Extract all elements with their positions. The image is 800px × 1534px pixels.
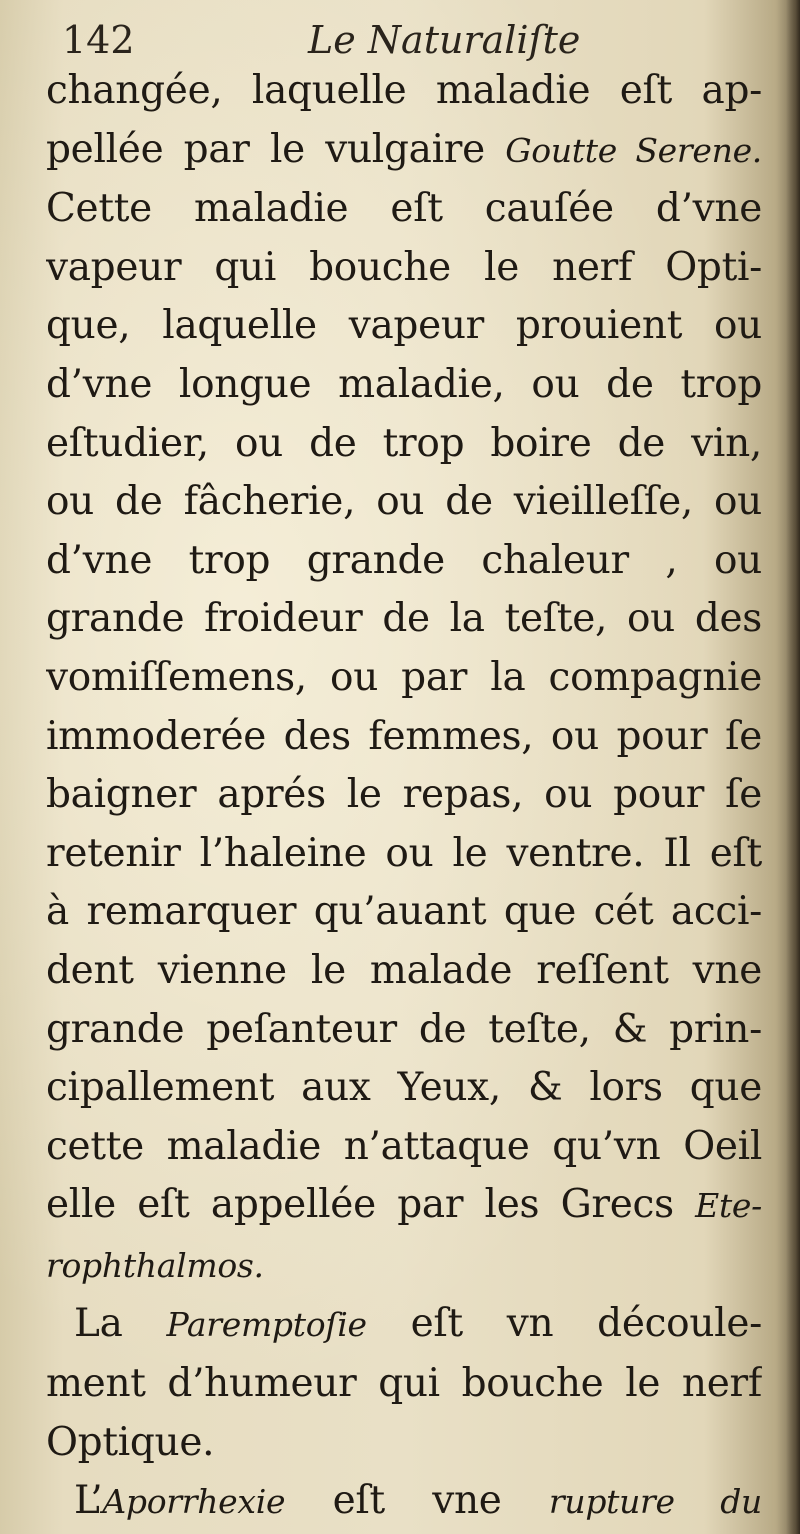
page-number: 142 xyxy=(62,18,135,62)
text-line xyxy=(46,590,762,649)
text-line xyxy=(46,766,762,825)
text-line xyxy=(46,239,762,298)
text-segment: d’vne longue maladie, ou de trop xyxy=(46,361,762,407)
text-segment: immoderée des femmes, ou pour ſe xyxy=(46,713,762,759)
text-segment: eſt vne xyxy=(285,1478,549,1524)
text-segment: à remarquer qu’auant que cét acci- xyxy=(46,889,762,935)
text-segment: eſt vn découle- xyxy=(366,1301,762,1347)
italic-term: Goutte Serene. xyxy=(505,130,762,170)
text-line xyxy=(46,1355,762,1414)
text-segment: L’ xyxy=(74,1478,103,1524)
text-line xyxy=(46,297,762,356)
text-segment: ou de fâcherie, ou de vieilleſſe, ou xyxy=(46,479,762,525)
text-line xyxy=(46,1472,762,1532)
text-line xyxy=(46,942,762,1001)
text-line xyxy=(46,1295,762,1355)
text-segment: retenir l’haleine ou le ventre. Il eſt xyxy=(46,830,762,876)
text-segment: d’vne trop grande chaleur , ou xyxy=(46,537,762,583)
text-line xyxy=(46,1176,762,1236)
text-line xyxy=(46,473,762,532)
text-segment: baigner aprés le repas, ou pour ſe xyxy=(46,772,762,818)
text-line xyxy=(46,415,762,474)
text-segment: changée, laquelle maladie eſt ap- xyxy=(46,68,762,113)
text-line xyxy=(46,1118,762,1177)
text-segment: que, laquelle vapeur prouient ou xyxy=(46,303,762,349)
running-title: Le Naturaliſte xyxy=(308,18,581,62)
text-segment: vomiſſemens, ou par la compagnie xyxy=(46,654,762,700)
body-text xyxy=(46,62,762,1532)
italic-term: Aporrhexie xyxy=(102,1482,286,1522)
text-line xyxy=(46,356,762,415)
text-segment: dent vienne le malade reſſent vne xyxy=(46,947,762,993)
text-segment: ment d’humeur qui bouche le nerf xyxy=(46,1361,762,1407)
text-segment: grande froideur de la teſte, ou des xyxy=(46,596,762,642)
text-line xyxy=(46,121,762,181)
text-segment: vapeur qui bouche le nerf Opti- xyxy=(46,244,762,290)
text-segment: Cette maladie eſt cauſée d’vne xyxy=(46,186,762,232)
text-line xyxy=(46,1001,762,1060)
text-line xyxy=(46,1414,762,1473)
text-segment: La xyxy=(74,1301,167,1347)
text-line xyxy=(46,62,762,121)
text-segment: cipallement aux Yeux, & lors que xyxy=(46,1065,762,1111)
text-line xyxy=(46,532,762,591)
italic-term: Ete- xyxy=(695,1186,762,1226)
text-line xyxy=(46,883,762,942)
italic-term: rupture du xyxy=(548,1482,762,1522)
text-segment: cette maladie n’attaque qu’vn Oeil xyxy=(46,1123,762,1169)
text-line xyxy=(46,649,762,708)
text-segment: grande peſanteur de teſte, & prin- xyxy=(46,1006,762,1052)
text-line xyxy=(46,825,762,884)
text-segment: eſtudier, ou de trop boire de vin, xyxy=(46,420,762,466)
text-segment: elle eſt appellée par les Grecs xyxy=(46,1182,696,1228)
text-line xyxy=(46,708,762,767)
text-segment: Optique. xyxy=(46,1419,215,1465)
text-segment: pellée par le vulgaire xyxy=(46,126,506,172)
text-line xyxy=(46,180,762,239)
text-line xyxy=(46,1059,762,1118)
text-line xyxy=(46,1236,762,1296)
italic-term: Paremptoſie xyxy=(166,1305,367,1345)
italic-term: rophthalmos. xyxy=(46,1245,264,1285)
spine-shadow xyxy=(786,0,800,1534)
